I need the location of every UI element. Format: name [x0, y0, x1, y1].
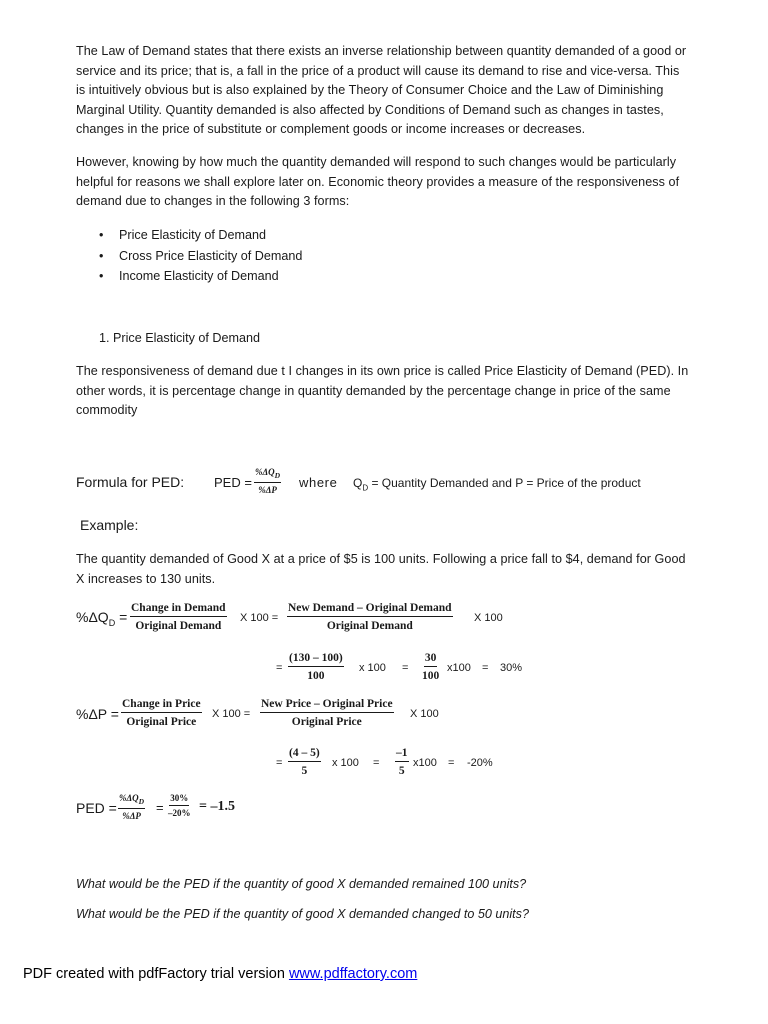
fraction-denominator: 100 [307, 670, 325, 682]
times-100-label: X 100 = [240, 612, 279, 624]
fraction-numerator: Change in Price [121, 697, 202, 713]
ped-fraction [254, 467, 281, 496]
dq-symbol: %ΔQ [76, 609, 109, 625]
formula-label: Formula for PED: [76, 474, 185, 490]
subscript: D [108, 617, 116, 628]
result-quantity-change: 30% [500, 662, 523, 674]
fraction-numerator: (4 – 5) [288, 746, 321, 762]
times-100-label: x100 [413, 757, 437, 769]
fraction-numerator: (130 – 100) [288, 651, 344, 667]
fraction-denominator: Original Price [126, 716, 197, 728]
times-100-label: x 100 [359, 662, 386, 674]
change-in-price-fraction [121, 697, 202, 729]
new-price-fraction [260, 697, 394, 729]
ped-ratio-fraction [118, 793, 145, 822]
fraction-numerator: Change in Demand [130, 601, 227, 617]
paragraph-law-of-demand: The Law of Demand states that there exists an inverse relationship between quantity demanded of a good or service and its price; that is, a fall in the price of a product will cause its demand to rise and vice-versa. This is intuitively obvious but is also explained by the Theory of Consumer Choice and the Law of Diminishing Marginal Utility. Quantity demanded is also affected by Conditions of Demand such as changes in tastes, changes in the price of substitute or complement goods or income increases or decreases. [76, 44, 687, 136]
times-100-label: X 100 [410, 708, 439, 720]
minus-one-over-five-fraction [395, 746, 409, 778]
fraction-denominator: 5 [398, 765, 405, 777]
fraction-numerator: –1 [395, 746, 409, 762]
pdf-footer [23, 966, 417, 982]
times-100-label: x100 [447, 662, 471, 674]
list-item: • Income Elasticity of Demand [99, 266, 302, 287]
dp-label: %ΔP = [76, 706, 119, 722]
subscript: D [362, 483, 369, 493]
section-heading: 1. Price Elasticity of Demand [99, 331, 260, 345]
fraction-denominator: Original Price [291, 716, 362, 728]
change-in-demand-fraction [130, 601, 227, 633]
list-item: • Cross Price Elasticity of Demand [99, 246, 302, 267]
paragraph-example: The quantity demanded of Good X at a price of $5 is 100 units. Following a price fall to $4, demand for Good X increases to 130 units. [76, 552, 686, 586]
pdffactory-link[interactable]: www.pdffactory.com [288, 966, 418, 982]
percent-ratio-fraction [168, 793, 191, 819]
result-price-change: -20% [467, 757, 493, 769]
fraction-numerator: New Demand – Original Demand [287, 601, 453, 617]
fraction-denominator: Original Demand [326, 620, 413, 632]
equals-sign: = [448, 757, 455, 769]
example-heading: Example: [80, 517, 139, 533]
fraction-denominator: –20% [168, 808, 191, 818]
fraction-numerator: 30 [424, 651, 438, 667]
price-change-fraction [288, 746, 321, 778]
quantity-change-fraction [288, 651, 344, 683]
equals-sign: = [156, 800, 164, 815]
paragraph-ped-definition: The responsiveness of demand due t I changes in its own price is called Price Elasticity of Demand (PED). In other words, it is percentage change in quantity demanded by the percentage change in price of the same commodity [76, 364, 689, 417]
equals-sign: = [119, 609, 128, 625]
qd-symbol: Q [353, 476, 363, 490]
equals-sign: = [276, 757, 283, 769]
thirty-over-hundred-fraction [422, 651, 439, 683]
question-2: What would be the PED if the quantity of good X demanded changed to 50 units? [76, 907, 529, 921]
fraction-numerator: %ΔQ [119, 793, 139, 803]
list-item: • Price Elasticity of Demand [99, 225, 302, 246]
question-1: What would be the PED if the quantity of good X demanded remained 100 units? [76, 877, 527, 891]
ped-result-label: PED = [76, 800, 117, 816]
ped-equals: PED = [214, 475, 252, 490]
subscript: D [138, 796, 145, 806]
times-100-label: x 100 [332, 757, 359, 769]
fraction-numerator: 30% [169, 793, 189, 806]
fraction-denominator: %ΔP [122, 810, 141, 821]
equals-sign: = [276, 662, 283, 674]
footer-text: PDF created with pdfFactory trial version [23, 966, 289, 982]
new-demand-fraction [287, 601, 453, 633]
fraction-numerator: New Price – Original Price [260, 697, 394, 713]
variables-definition [353, 476, 641, 492]
times-100-label: X 100 [474, 612, 503, 624]
equals-sign: = [373, 757, 380, 769]
ped-result-value: = –1.5 [199, 799, 235, 814]
subscript: D [274, 470, 281, 480]
bullet-list [99, 225, 302, 287]
fraction-denominator: %ΔP [258, 484, 277, 495]
fraction-denominator: 5 [301, 765, 308, 777]
equals-sign: = [402, 662, 409, 674]
fraction-denominator: 100 [422, 670, 440, 682]
equals-sign: = [482, 662, 489, 674]
times-100-label: X 100 = [212, 708, 251, 720]
where-text: where [299, 475, 338, 490]
fraction-numerator: %ΔQ [255, 467, 275, 477]
dq-label [76, 609, 127, 628]
fraction-denominator: Original Demand [135, 620, 222, 632]
variables-text: = Quantity Demanded and P = Price of the product [368, 476, 641, 490]
paragraph-responsiveness: However, knowing by how much the quantity demanded will respond to such changes would be particularly helpful for reasons we shall explore later on. Economic theory provides a measure of the responsiveness of demand due to changes in the following 3 forms: [76, 155, 680, 208]
